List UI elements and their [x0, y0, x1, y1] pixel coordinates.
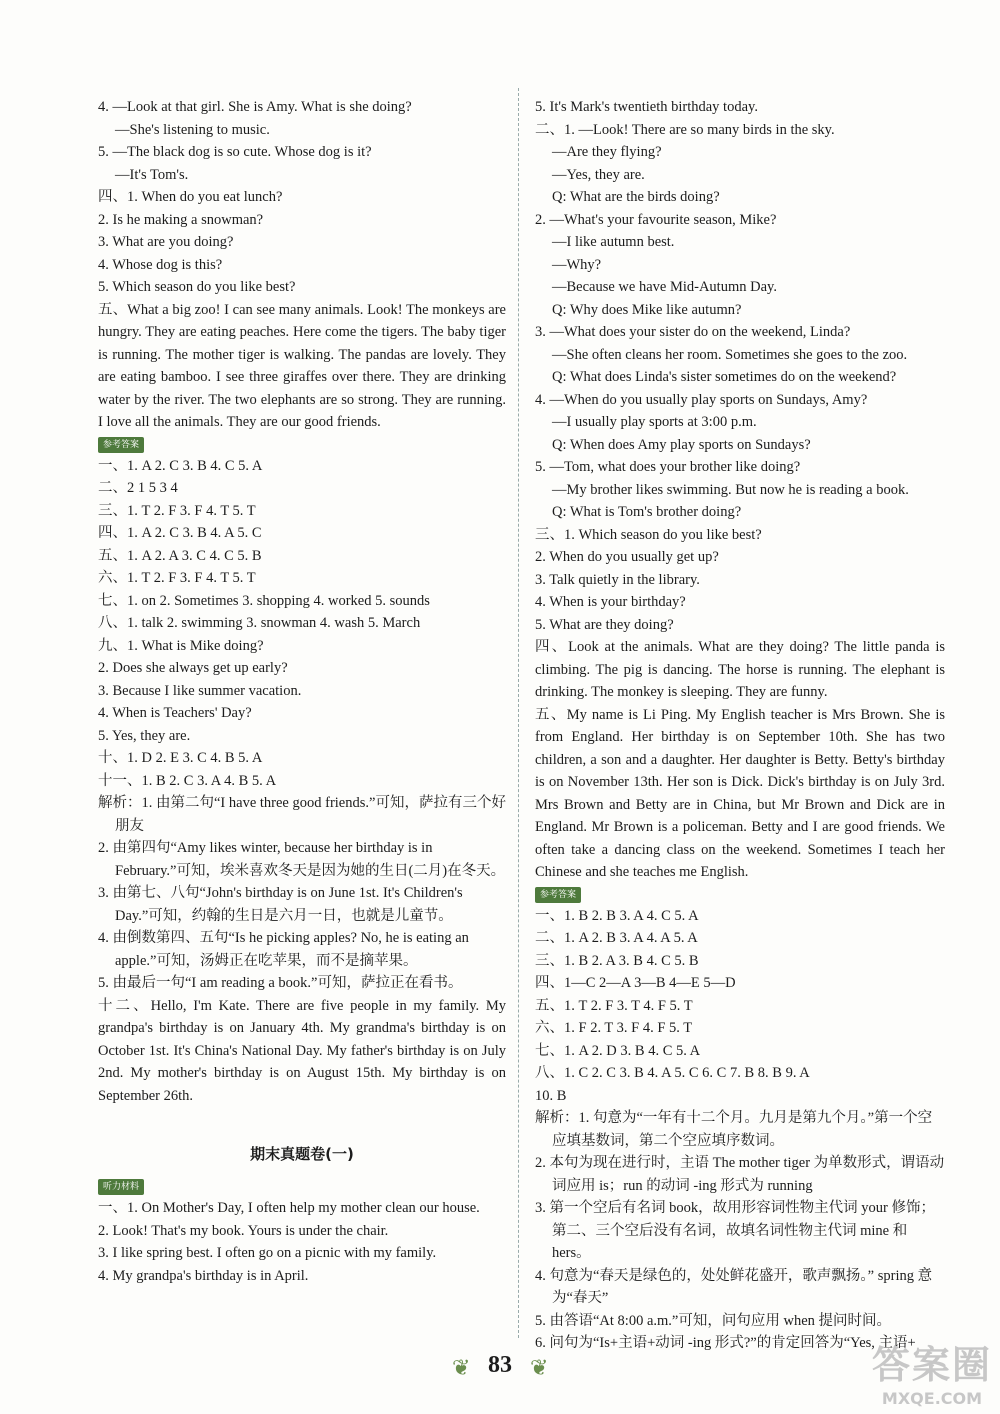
explanation-item: 3. 由第七、八句“John's birthday is on June 1st. It's Children's Day.”可知，约翰的生日是六月一日，也就是儿童节。 [98, 885, 463, 924]
left-explanations [98, 792, 506, 995]
text-line: Q: When does Amy play sports on Sundays? [552, 436, 811, 453]
answer-line: 10. B [535, 1087, 567, 1104]
answer-line: 2. Does she always get up early? [98, 660, 288, 676]
answer-line: 5. Yes, they are. [98, 727, 191, 744]
text-line: —Why? [552, 256, 602, 273]
right-listening-block [535, 96, 945, 636]
text-line: 5. What are they doing? [535, 616, 674, 633]
text-line: 5. —The black dog is so cute. Whose dog is it? [98, 144, 372, 160]
answer-line: 一、1. B 2. B 3. A 4. C 5. A [535, 907, 699, 924]
explanation-item: 3. 第一个空后有名词 book，故用形容词性物主代词 your 修饰；第二、三个空后没有名词，故填名词性物主代词 mine 和 hers。 [535, 1200, 935, 1261]
left-passage-five: 五、What a big zoo! I can see many animals. Look! The monkeys are hungry. They are eating peaches. Here come the tigers. The baby tiger is running. The mother tiger is walking. The pandas are lovely. They are eating bamboo. I see three giraffes over there. They are drinking water by the river. The two elephants are so strong. They are running. I love all the animals. They are our good friends. [98, 301, 506, 430]
left-column [98, 96, 506, 1287]
left-passage-twelve: 十二、Hello, I'm Kate. There are five people in my family. My grandpa's birthday is on January 4th. My grandma's birthday is on October 1st. It's China's National Day. My father's birthday is on July 2nd. My mother's birthday is on August 15th. My birthday is on September 26th. [98, 997, 506, 1104]
text-line: —She often cleans her room. Sometimes she goes to the zoo. [552, 346, 908, 363]
answer-line: 九、1. What is Mike doing? [98, 637, 264, 654]
left-exercise-block [98, 96, 506, 299]
answer-line: 二、1. A 2. B 3. A 4. A 5. A [535, 930, 698, 946]
explanation-item: 2. 由第四句“Amy likes winter, because her birthday is in February.”可知，埃米喜欢冬天是因为她的生日(二月)在冬天。 [98, 840, 506, 879]
answer-line: 六、1. F 2. T 3. F 4. F 5. T [535, 1020, 693, 1036]
text-line: Q: What does Linda's sister sometimes do on the weekend? [552, 369, 897, 385]
answer-line: 五、1. T 2. F 3. T 4. F 5. T [535, 997, 693, 1014]
answer-line: 十、1. D 2. E 3. C 4. B 5. A [98, 750, 263, 766]
right-column [535, 96, 945, 1355]
section-title: 期末真题卷(一) [250, 1145, 354, 1163]
explanation-item: 解析：1. 由第二句“I have three good friends.”可知，萨拉有三个好朋友 [98, 795, 506, 834]
text-line: 三、1. Which season do you like best? [535, 526, 762, 543]
left-answer-block [98, 455, 506, 793]
answer-line: 3. Because I like summer vacation. [98, 682, 302, 699]
answer-key-tag: 参考答案 [535, 887, 581, 903]
listening-material-tag: 听力材料 [98, 1179, 144, 1195]
explanation-item: 2. 本句为现在进行时，主语 The mother tiger 为单数形式，谓语动词应用 is；run 的动词 -ing 形式为 running [535, 1155, 945, 1194]
answer-line: 八、1. C 2. C 3. B 4. A 5. C 6. C 7. B 8. B 9. A [535, 1065, 810, 1081]
text-line: 3. —What does your sister do on the weekend, Linda? [535, 324, 851, 340]
left-listening-block [98, 1197, 506, 1287]
text-line: 2. —What's your favourite season, Mike? [535, 211, 777, 228]
answer-line: 八、1. talk 2. swimming 3. snowman 4. wash 5. March [98, 615, 421, 631]
text-line: 4. My grandpa's birthday is in April. [98, 1267, 309, 1284]
page-number: 83 [488, 1352, 512, 1378]
explanation-item: 5. 由最后一句“I am reading a book.”可知，萨拉正在看书。 [98, 975, 463, 991]
right-answer-block [535, 905, 945, 1108]
right-explanations [535, 1107, 945, 1355]
answer-line: 五、1. A 2. A 3. C 4. C 5. B [98, 547, 262, 564]
answer-line: 四、1. A 2. C 3. B 4. A 5. C [98, 525, 262, 541]
text-line: 5. Which season do you like best? [98, 279, 296, 295]
answer-line: 4. When is Teachers' Day? [98, 705, 252, 721]
answer-line: 四、1—C 2—A 3—B 4—E 5—D [535, 975, 736, 991]
answer-line: 一、1. A 2. C 3. B 4. C 5. A [98, 457, 263, 474]
answer-line: 七、1. A 2. D 3. B 4. C 5. A [535, 1042, 701, 1059]
text-line: 4. —When do you usually play sports on Sundays, Amy? [535, 391, 868, 408]
column-divider [518, 88, 519, 1338]
leaf-ornament-icon: ❦ [452, 1356, 471, 1381]
answer-line: 三、1. B 2. A 3. B 4. C 5. B [535, 952, 699, 969]
text-line: 3. I like spring best. I often go on a picnic with my family. [98, 1245, 437, 1261]
answer-line: 二、2 1 5 3 4 [98, 480, 178, 496]
answer-key-tag: 参考答案 [98, 437, 144, 453]
text-line: 5. —Tom, what does your brother like doing? [535, 459, 801, 475]
text-line: —She's listening to music. [115, 121, 270, 138]
answer-line: 七、1. on 2. Sometimes 3. shopping 4. worked 5. sounds [98, 592, 430, 609]
text-line: 一、1. On Mother's Day, I often help my mother clean our house. [98, 1200, 480, 1216]
text-line: 2. When do you usually get up? [535, 549, 719, 565]
explanation-item: 4. 句意为“春天是绿色的，处处鲜花盛开，歌声飘扬。” spring 意为“春天” [535, 1267, 933, 1306]
text-line: Q: Why does Mike like autumn? [552, 301, 742, 318]
text-line: Q: What are the birds doing? [552, 189, 720, 205]
text-line: —Yes, they are. [552, 166, 645, 183]
text-line: —Are they flying? [552, 144, 662, 160]
watermark-logo [872, 1334, 992, 1408]
explanation-item: 4. 由倒数第四、五句“Is he picking apples? No, he is eating an apple.”可知，汤姆正在吃苹果，而不是摘苹果。 [98, 930, 469, 969]
text-line: Q: What is Tom's brother doing? [552, 504, 742, 520]
watermark-url: MXQE.COM [881, 1389, 983, 1408]
explanation-item: 解析：1. 句意为“一年有十二个月。九月是第九个月。”第一个空应填基数词，第二个空应填序数词。 [535, 1110, 933, 1149]
text-line: —Because we have Mid-Autumn Day. [552, 279, 777, 295]
text-line: 5. It's Mark's twentieth birthday today. [535, 99, 758, 115]
answer-line: 六、1. T 2. F 3. F 4. T 5. T [98, 570, 256, 586]
right-passage-four: 四、Look at the animals. What are they doing? The little panda is climbing. The pig is dancing. The horse is running. The elephant is drinking. The monkey is sleeping. They are funny. [535, 639, 945, 700]
text-line: 3. What are you doing? [98, 234, 234, 250]
text-line: —My brother likes swimming. But now he is reading a book. [552, 481, 909, 498]
text-line: —It's Tom's. [115, 166, 189, 183]
text-line: 二、1. —Look! There are so many birds in the sky. [535, 121, 835, 138]
text-line: 4. —Look at that girl. She is Amy. What is she doing? [98, 99, 412, 115]
answer-line: 十一、1. B 2. C 3. A 4. B 5. A [98, 772, 277, 789]
text-line: 3. Talk quietly in the library. [535, 571, 700, 588]
answer-line: 三、1. T 2. F 3. F 4. T 5. T [98, 502, 256, 519]
text-line: 4. Whose dog is this? [98, 256, 223, 273]
explanation-item: 6. 问句为“Is+主语+动词 -ing 形式?”的肯定回答为“Yes, 主语+ [535, 1335, 916, 1351]
text-line: 2. Look! That's my book. Yours is under the chair. [98, 1222, 389, 1239]
leaf-ornament-icon: ❦ [530, 1356, 549, 1381]
right-passage-five: 五、My name is Li Ping. My English teacher is Mrs Brown. She is from England. Her birthday is on September 10th. She has two children, a son and a daughter. Her daughter is Betty. Betty's birthday is on November 13th. Her son is Dick. Dick's birthday is on July 3rd. Mrs Brown and Betty are in China, but Mr Brown and Dick are in England. Mr Brown is a policeman. Betty and I are good friends. We often take a dancing class on the weekend. Sometimes I teach her Chinese and she teaches me English. [535, 706, 945, 880]
text-line: 四、1. When do you eat lunch? [98, 189, 283, 205]
text-line: 2. Is he making a snowman? [98, 211, 264, 228]
watermark-logo-text: 答案圈 [871, 1343, 992, 1387]
text-line: 4. When is your birthday? [535, 594, 686, 610]
text-line: —I usually play sports at 3:00 p.m. [552, 414, 757, 430]
text-line: —I like autumn best. [552, 234, 675, 250]
explanation-item: 5. 由答语“At 8:00 a.m.”可知，问句应用 when 提问时间。 [535, 1312, 892, 1329]
